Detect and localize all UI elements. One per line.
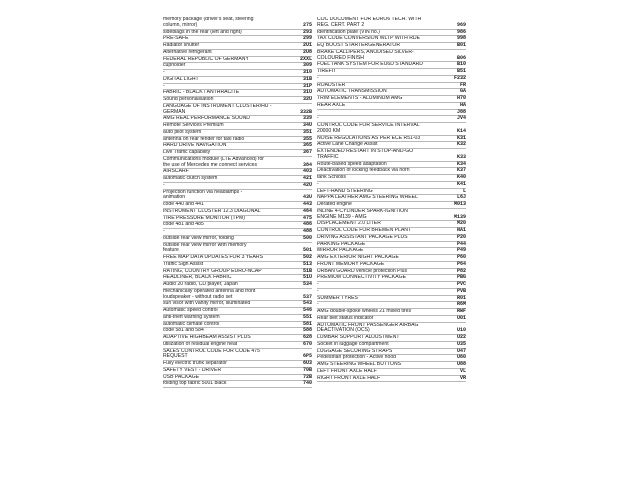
option-description: DISPLACEMENT 2.0 LITER xyxy=(317,221,381,227)
option-row xyxy=(317,302,466,309)
option-code: 486 xyxy=(302,221,312,228)
option-row xyxy=(163,269,312,276)
option-description: AMG REAL PERFORMANCE SOUND xyxy=(163,116,250,122)
option-description: COC DOCUMENT FOR EURO6 TECH. WITH REG. CERT. PART 2 xyxy=(317,17,422,28)
option-code: NA1 xyxy=(456,227,466,233)
option-code: F232 xyxy=(453,74,466,81)
option-code: 355 xyxy=(302,135,312,142)
option-row xyxy=(317,116,466,123)
option-description: anti-theft warning system xyxy=(163,314,220,320)
option-row xyxy=(163,36,312,43)
option-row xyxy=(317,316,466,323)
option-code: 998 xyxy=(456,35,466,42)
option-code: 72B xyxy=(302,373,312,380)
option-row xyxy=(317,62,466,69)
option-row xyxy=(163,90,312,97)
option-row xyxy=(163,30,312,37)
option-description: Active Lane Change Assist xyxy=(317,142,378,148)
option-description: SUMMER TYRES xyxy=(317,295,358,301)
option-row xyxy=(317,309,466,316)
option-code: 443 xyxy=(302,201,312,207)
option-row xyxy=(163,77,312,84)
option-row xyxy=(163,57,312,64)
option-description: EQ BOOST STARTERGENERATOR xyxy=(317,43,401,48)
option-row xyxy=(163,50,312,57)
option-row xyxy=(317,189,466,196)
option-code: K41 xyxy=(456,180,466,187)
option-description: Identification plate (VIN no.) xyxy=(317,29,380,35)
option-code: 34U xyxy=(302,122,312,128)
option-row xyxy=(163,63,312,70)
option-row xyxy=(163,216,312,223)
option-code: 365 xyxy=(302,142,312,149)
option-code: 464 xyxy=(302,207,312,214)
option-description: AIRSCARF xyxy=(163,169,189,175)
option-description: NAPPA LEATHER AMG STEERING WHEEL xyxy=(317,195,418,201)
option-description: Live Traffic capability xyxy=(163,150,211,155)
option-row xyxy=(163,315,312,322)
option-description: Remote Services Premium xyxy=(163,123,224,128)
option-row xyxy=(163,255,312,262)
option-description: SALES CONTROL CODE FOR CODE 475 REQUEST xyxy=(163,348,260,360)
option-row xyxy=(163,150,312,157)
option-row xyxy=(317,168,466,175)
option-description: TIREFIT xyxy=(317,69,337,74)
option-description: RIGHT FRONT AXLE HALF xyxy=(317,375,381,381)
option-code: 546 xyxy=(302,307,312,313)
option-code: 475 xyxy=(302,214,312,221)
option-row xyxy=(317,36,466,43)
option-description: - xyxy=(163,229,165,234)
option-row xyxy=(317,43,466,50)
option-description: - xyxy=(163,182,165,188)
option-row xyxy=(317,323,466,336)
option-row xyxy=(317,362,466,369)
option-description: TAX CODE CONVERSION WLTP WITH RDE xyxy=(317,36,421,42)
option-description: HARD DRIVE NAVIGATION xyxy=(163,143,227,149)
option-row xyxy=(317,335,466,342)
option-code: 403 xyxy=(302,168,312,175)
option-code: 488 xyxy=(302,228,312,234)
option-description: INLINE 4-CYLINDER SPARK-IGNITION ENGINE M139 - AMG xyxy=(317,208,408,220)
option-description: EXTENDED RESTART IN STOP-AND-GO TRAFFIC xyxy=(317,149,414,160)
option-description: DIGITAL LIGHT xyxy=(163,76,199,82)
option-description: Radiator shutter xyxy=(163,43,200,48)
option-row xyxy=(317,149,466,162)
option-code: 293 xyxy=(302,28,312,35)
option-row xyxy=(317,30,466,37)
option-code: 31U xyxy=(302,89,312,96)
option-description: TIRE PRESSURE MONITOR (TPM) xyxy=(163,215,245,221)
option-code: 275 xyxy=(302,21,312,28)
option-code: 2U1 xyxy=(302,42,312,48)
option-code: 502 xyxy=(302,254,312,260)
option-code: PVB xyxy=(456,287,466,294)
option-description: auto pilot system xyxy=(163,129,202,135)
option-description: PARKING PACKAGE xyxy=(317,241,366,247)
option-code: 670 xyxy=(302,340,312,347)
option-code: 332B xyxy=(299,108,312,115)
option-description: DRIVING ASSISTANT PACKAGE PLUS xyxy=(317,234,408,240)
option-code: 543 xyxy=(302,300,312,307)
option-row xyxy=(163,342,312,349)
option-description: Pedestrian protection - Active hood xyxy=(317,355,397,361)
option-row xyxy=(163,104,312,117)
option-code: K37 xyxy=(456,167,466,174)
option-row xyxy=(317,342,466,349)
option-description: Automatic speed control xyxy=(163,308,218,313)
option-description: LANGUAGE OF INSTRUMENT CLUSTER/HU - GERMAN xyxy=(163,103,272,115)
option-code: 31P xyxy=(302,82,312,89)
option-code: 339 xyxy=(302,115,312,122)
option-code: M20 xyxy=(456,220,466,227)
option-code: K32 xyxy=(456,141,466,148)
option-code: 421 xyxy=(302,175,312,181)
option-description: Rear belt status indicator xyxy=(317,315,374,321)
option-row xyxy=(163,308,312,315)
option-description: AMG EXTERIOR NIGHT PACKAGE xyxy=(317,255,399,260)
option-row xyxy=(163,143,312,150)
option-code: B51 xyxy=(456,68,466,74)
option-description: LUGGAGE SECURING STRAPS xyxy=(317,348,393,354)
option-description: - xyxy=(317,282,319,287)
option-code: K31 xyxy=(456,134,466,141)
option-description: AMG double-spoke wheels 21 mixed tires' xyxy=(317,309,412,314)
option-row xyxy=(317,202,466,209)
option-code: 500 xyxy=(302,234,312,241)
option-code: P20 xyxy=(456,233,466,240)
option-description: outside rear view mirror with memory feature xyxy=(163,242,247,254)
option-code: PVC xyxy=(456,281,466,287)
option-row xyxy=(317,282,466,289)
option-description: antenna on rear fender for taxi radio xyxy=(163,136,245,142)
option-description: LEFT-HAND STEERING xyxy=(317,188,373,194)
option-row xyxy=(163,17,312,30)
option-description: Audio 20 radio, CD player, Japan xyxy=(163,282,238,287)
option-description: code 440 and 441 xyxy=(163,202,204,207)
option-row xyxy=(317,269,466,276)
option-description: Fully electric trunk separator xyxy=(163,361,227,366)
option-row xyxy=(317,235,466,242)
option-description: code 481 and 485 xyxy=(163,222,204,228)
option-description: automatic clutch system xyxy=(163,176,218,181)
option-description: - xyxy=(317,181,319,187)
option-row xyxy=(317,255,466,262)
option-code: 581 xyxy=(302,320,312,327)
option-description: memory package (driver's seat, steering column, mirror) xyxy=(163,17,254,28)
option-code: 740 xyxy=(302,380,312,387)
option-description: - xyxy=(317,302,319,308)
option-description: Socket in luggage compartment xyxy=(317,341,389,347)
option-row xyxy=(163,116,312,123)
option-code: B01 xyxy=(456,42,466,48)
option-row xyxy=(163,301,312,308)
option-description: sideblags in the rear (left and right) xyxy=(163,29,242,35)
option-description: Sound personalisation xyxy=(163,97,214,102)
option-row xyxy=(317,369,466,376)
option-code: U47 xyxy=(456,347,466,354)
option-row xyxy=(163,70,312,77)
option-description: - xyxy=(317,288,319,294)
option-description: - xyxy=(317,116,319,122)
option-description: SAFETY VEST - DRIVER xyxy=(163,367,222,373)
option-code: 588 xyxy=(302,327,312,334)
option-row xyxy=(163,209,312,216)
option-description: MIRROR PACKAGE xyxy=(317,248,364,254)
option-description: - xyxy=(163,83,165,89)
option-code: HA xyxy=(459,101,466,108)
option-row xyxy=(163,289,312,302)
option-code: 351 xyxy=(302,128,312,135)
option-row xyxy=(317,110,466,117)
option-description: automatic climate control xyxy=(163,321,220,327)
option-code: 986 xyxy=(456,28,466,35)
option-code: 309 xyxy=(302,62,312,69)
option-description: PREMIUM CONNECTIVITY PACKAGE xyxy=(317,275,406,281)
option-description: AMG STEERING WHEEL BUTTONS xyxy=(317,362,402,367)
option-code: U01 xyxy=(456,314,466,321)
option-description: ROADSTER xyxy=(317,82,346,88)
option-code: M013 xyxy=(453,201,466,207)
option-description: code 581 and 584 xyxy=(163,328,204,334)
option-description: outside rear view mirror, folding xyxy=(163,235,234,241)
option-description: Derated engine xyxy=(317,202,352,207)
option-code: 628 xyxy=(302,334,312,340)
option-row xyxy=(317,275,466,282)
option-row xyxy=(317,103,466,110)
option-row xyxy=(317,242,466,249)
option-description: REAR AXLE xyxy=(317,102,346,108)
option-row xyxy=(163,322,312,329)
option-row xyxy=(317,17,466,30)
option-description: FREE MAP DATA UPDATES FOR 3 YEARS xyxy=(163,255,264,260)
option-code: L xyxy=(462,187,466,194)
option-code: VR xyxy=(459,374,466,381)
option-description: FRONT MEMORY PACKAGE xyxy=(317,261,385,267)
option-description: Route-based speed adaptation xyxy=(317,161,387,167)
option-row xyxy=(163,328,312,335)
option-code: 51U xyxy=(302,274,312,281)
left-code-column xyxy=(163,17,312,388)
option-row xyxy=(317,209,466,222)
option-code: P64 xyxy=(456,260,466,267)
option-row xyxy=(317,248,466,255)
option-code: FR xyxy=(459,81,466,88)
option-description: FUEL TANK SYSTEM FOR EU6D STANDARD xyxy=(317,62,423,68)
option-description: Projection function via headlamps - animation xyxy=(163,189,243,201)
option-code: PBG xyxy=(456,274,466,281)
option-code: RWF xyxy=(456,308,466,314)
option-code: VL xyxy=(459,367,466,374)
option-description: HEADLINER, BLACK FABRIC xyxy=(163,275,232,281)
option-code: 534 xyxy=(302,281,312,287)
option-row xyxy=(163,84,312,91)
option-code: M139 xyxy=(453,213,466,220)
option-row xyxy=(317,228,466,235)
option-code: 310 xyxy=(302,69,312,75)
option-row xyxy=(163,169,312,176)
option-row xyxy=(317,76,466,83)
option-code: 6P5 xyxy=(302,353,312,360)
option-row xyxy=(317,50,466,63)
option-description: CONTROL CODE FOR SERVICE INTERVAL 20000 KM xyxy=(317,123,420,134)
option-description: Deactivation of locking feedback via horn xyxy=(317,168,410,174)
option-row xyxy=(163,335,312,342)
option-row xyxy=(163,222,312,229)
option-description: AUTOMATIC TRANSMISSION xyxy=(317,89,387,95)
option-row xyxy=(317,195,466,202)
option-code: K34 xyxy=(456,160,466,167)
option-description: TRIM ELEMENTS - ALUMINUM AMG xyxy=(317,96,403,101)
option-code: 2XXL xyxy=(299,55,312,62)
option-description: Alternative refrigerant xyxy=(163,49,212,55)
option-code: U10 xyxy=(456,327,466,334)
option-description: Communications module (LTE Advanced) for the use of Mercedes me connect services xyxy=(163,156,264,168)
option-description: INSTRUMENT CLUSTER 12.3 DIAGONAL' xyxy=(163,208,262,214)
option-code: 969 xyxy=(456,21,466,28)
option-code: P44 xyxy=(456,240,466,247)
option-row xyxy=(163,368,312,375)
option-code: K14 xyxy=(456,127,466,134)
option-description: CONTROL CODE FOR BREMEN PLANT xyxy=(317,228,412,233)
option-row xyxy=(163,137,312,144)
option-row xyxy=(163,183,312,190)
option-code: 31B xyxy=(302,75,312,82)
option-row xyxy=(163,282,312,289)
option-row xyxy=(163,176,312,183)
option-row xyxy=(163,349,312,362)
option-description: PRE-SAFE xyxy=(163,36,189,42)
option-row xyxy=(163,262,312,269)
option-description: mechanically operated antenna and front loudspeaker - without radio set xyxy=(163,288,256,300)
option-code: 32U xyxy=(302,96,312,102)
option-row xyxy=(317,83,466,90)
option-row xyxy=(163,97,312,104)
option-row xyxy=(163,381,312,388)
option-code: 51B xyxy=(302,267,312,274)
option-description: NOISE REGULATIONS AS PER ECE R51-03 xyxy=(317,135,421,141)
option-row xyxy=(163,229,312,236)
option-row xyxy=(317,376,466,383)
option-code: P82 xyxy=(456,267,466,274)
option-description: utilization of residual engine heat xyxy=(163,341,238,347)
option-row xyxy=(163,130,312,137)
option-description: LEFT FRONT AXLE HALF xyxy=(317,368,377,374)
option-row xyxy=(163,236,312,243)
option-row xyxy=(163,123,312,130)
option-code: K33 xyxy=(456,153,466,160)
option-code: J88 xyxy=(456,108,466,115)
option-code: 42U xyxy=(302,181,312,188)
option-description: RATING, COUNTRY GROUP EURO-NCAP xyxy=(163,268,262,274)
option-row xyxy=(317,296,466,303)
option-description: USB PACKAGE xyxy=(163,374,200,380)
option-row xyxy=(163,43,312,50)
option-row xyxy=(163,243,312,256)
option-description: Traffic Sign Assist xyxy=(163,261,204,267)
option-row xyxy=(163,157,312,170)
option-code: P49 xyxy=(456,247,466,254)
option-code: K40 xyxy=(456,174,466,180)
option-code: L6J xyxy=(456,194,466,201)
option-code: 367 xyxy=(302,149,312,155)
option-code: U22 xyxy=(456,334,466,340)
option-row xyxy=(317,289,466,296)
option-code: U60 xyxy=(456,354,466,361)
option-code: 501 xyxy=(302,247,312,254)
option-row xyxy=(163,275,312,282)
option-code: 537 xyxy=(302,293,312,300)
option-code: GA xyxy=(459,88,466,95)
option-description: FEDERAL REPUBLIC OF GERMANY xyxy=(163,56,249,62)
option-description: cupholder xyxy=(163,63,186,69)
option-row xyxy=(317,96,466,103)
option-description: - xyxy=(163,70,165,75)
option-description: tank Schloss xyxy=(317,175,346,180)
option-row xyxy=(163,190,312,203)
option-code: 513 xyxy=(302,260,312,267)
option-row xyxy=(317,89,466,96)
right-code-column xyxy=(317,17,466,382)
option-description: BRAKE CALLIPERS, ANODISED SILVER- COLOURED FINISH xyxy=(317,49,414,61)
option-row xyxy=(317,262,466,269)
option-code: B10 xyxy=(456,61,466,68)
option-code: 384 xyxy=(302,161,312,168)
option-code: 43U xyxy=(302,194,312,201)
option-row xyxy=(317,142,466,149)
option-code: 551 xyxy=(302,313,312,320)
option-code: JV4 xyxy=(456,115,466,122)
option-row xyxy=(317,69,466,76)
option-row xyxy=(317,221,466,228)
option-code: R01 xyxy=(456,294,466,301)
option-code: 6U3 xyxy=(302,360,312,366)
option-code: P60 xyxy=(456,254,466,260)
option-description: FABRIC - BLACK / ANTHRACITE xyxy=(163,90,240,96)
option-row xyxy=(317,355,466,362)
option-code: 2U8 xyxy=(302,48,312,55)
option-code: B06 xyxy=(456,54,466,61)
option-description: folding top fabric 5001 black xyxy=(163,381,227,387)
option-row xyxy=(317,175,466,182)
option-description: - xyxy=(317,75,319,81)
option-row xyxy=(317,162,466,169)
option-row xyxy=(317,349,466,356)
option-code: U35 xyxy=(456,340,466,347)
option-description: sun visor with vanity mirror, illuminated xyxy=(163,301,251,307)
option-description: ADAPTIVE HIGHBEAM ASSIST PLUS xyxy=(163,335,251,340)
option-code: U88 xyxy=(456,361,466,367)
option-code: R6M xyxy=(456,301,466,308)
option-code: 70B xyxy=(302,366,312,373)
option-row xyxy=(317,182,466,189)
option-description: LUMBAR SUPPORT ADJUSTMENT xyxy=(317,335,400,340)
option-description: URBAN GUARD vehicle protection Plus xyxy=(317,268,408,274)
option-row xyxy=(317,123,466,136)
option-code: 299 xyxy=(302,35,312,42)
option-row xyxy=(163,361,312,368)
option-row xyxy=(317,136,466,143)
option-description: AUTOMATIC FRONT PASSENGER AIRBAG DEACTIVATION (OCS) xyxy=(317,322,419,334)
option-row xyxy=(163,375,312,382)
option-row xyxy=(163,202,312,209)
option-code: H70 xyxy=(456,95,466,101)
